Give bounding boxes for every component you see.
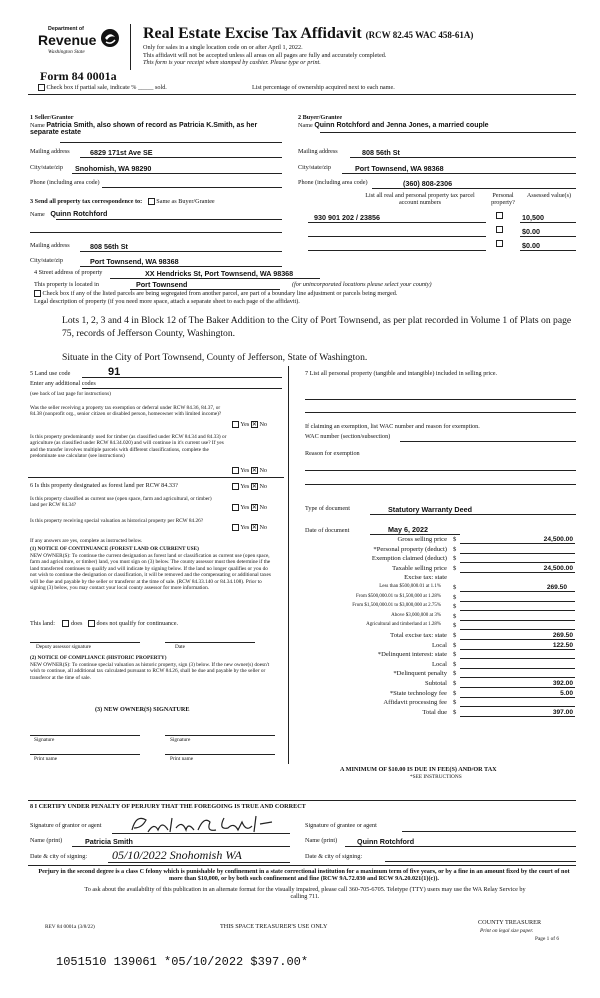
- calc-field[interactable]: [460, 690, 575, 698]
- dollar-sign: $: [453, 536, 457, 543]
- grantor-name-label: Name (print): [30, 837, 63, 844]
- exemption-yes-no[interactable]: Yes ✕ No: [232, 421, 267, 428]
- owner-print-name-label: Print name: [34, 756, 58, 762]
- grantor-date-label: Date & city of signing:: [30, 853, 88, 860]
- owner-signature-label: Signature: [34, 737, 55, 743]
- calc-value: 5.00: [560, 689, 573, 697]
- seller-city-label: City/state/zip: [30, 164, 63, 171]
- form-title: Real Estate Excise Tax Affidavit (RCW 82.45 WAC 458-61A): [143, 25, 474, 42]
- calc-label: Exemption claimed (deduct): [371, 555, 447, 563]
- calc-row: [305, 565, 575, 574]
- calc-label: *Delinquent interest: state: [377, 651, 447, 659]
- calc-row: [305, 574, 575, 583]
- calc-row: [305, 546, 575, 555]
- historic-question: Is this property receiving special valuation as historical property per RCW 84.26?: [30, 518, 204, 524]
- taxpayer-name-field[interactable]: Name Quinn Rotchford: [30, 209, 108, 218]
- dollar-sign: $: [453, 545, 457, 553]
- calc-label: Agricultural and timberland at 1.28%: [366, 622, 441, 628]
- certify-heading: 8 I CERTIFY UNDER PENALTY OF PERJURY THAT THE FOREGOING IS TRUE AND CORRECT: [30, 803, 306, 810]
- dollar-sign: $: [453, 584, 457, 591]
- land-use-label: 5 Land use code: [30, 370, 71, 377]
- personal-property-label: 7 List all personal property (tangible and intangible) included in selling price.: [305, 370, 498, 377]
- calc-label: *Delinquent penalty: [393, 670, 447, 678]
- calc-row: [305, 670, 575, 679]
- doc-date-field[interactable]: May 6, 2022: [388, 525, 428, 534]
- parcel-number[interactable]: 930 901 202 / 23856: [314, 213, 380, 222]
- current-use-yes-no[interactable]: Yes ✕ No: [232, 504, 267, 511]
- parcel-col-numbers: List all real and personal property tax parcel account numbers: [365, 192, 475, 207]
- calc-label: Total due: [422, 708, 447, 716]
- buyer-city-label: City/state/zip: [298, 164, 331, 171]
- doc-date-label: Date of document: [305, 527, 350, 534]
- calc-label: Excise tax: state: [404, 574, 447, 582]
- seller-mailing-label: Mailing address: [30, 148, 70, 155]
- dollar-sign: $: [453, 670, 457, 678]
- new-owner-sig-heading: (3) NEW OWNER(S) SIGNATURE: [95, 706, 190, 713]
- calc-row: [305, 661, 575, 670]
- seller-phone-label: Phone (including area code): [30, 179, 100, 186]
- current-use-question: Is this property classified as current use (open space, farm and agricultural, or timber) land per RCW 84.34?: [30, 496, 212, 509]
- parcel-col-assessed: Assessed value(s): [526, 192, 572, 199]
- grantee-sig-label: Signature of grantee or agent: [305, 822, 377, 829]
- calc-field[interactable]: [460, 613, 575, 621]
- legal-label: Legal description of property (if you need more space, attach a separate sheet to each page of the affidavit).: [34, 298, 300, 305]
- buyer-phone-field[interactable]: (360) 808-2306: [403, 179, 453, 188]
- seller-mailing-field[interactable]: 6829 171st Ave SE: [90, 148, 153, 157]
- availability-notice: To ask about the availability of this publication in an alternate format for the visually impaired, please call 360-705-6705. Teletype (TTY) users may use the WA Relay Service by calling 711.: [84, 886, 526, 901]
- dollar-sign: $: [453, 555, 457, 563]
- calc-row: [305, 699, 575, 708]
- calc-field[interactable]: [460, 661, 575, 669]
- dollar-sign: $: [453, 660, 457, 668]
- calc-value: 269.50: [552, 632, 573, 639]
- doc-type-field[interactable]: Statutory Warranty Deed: [388, 505, 473, 514]
- ownership-note: List percentage of ownership acquired next to each name.: [252, 84, 395, 91]
- parcel-row: [300, 226, 576, 238]
- grantee-name-label: Name (print): [305, 837, 338, 844]
- perjury-notice: Perjury in the second degree is a class C felony which is punishable by confinement in a state correctional institution for a maximum term of five years, or by a fine in an amount fixed by the court of not more than $10,000, or by both such confinement and fine (RCW 9A.72.030 and RCW 9A.20.021(1)(c)).: [38, 868, 570, 883]
- street-field[interactable]: XX Hendricks St, Port Townsend, WA 98368: [145, 269, 294, 278]
- compliance-heading: (2) NOTICE OF COMPLIANCE (HISTORIC PROPERTY): [30, 655, 167, 661]
- county-treasurer: COUNTY TREASURER: [478, 919, 542, 926]
- legal-description-2: Situate in the City of Port Townsend, County of Jefferson, State of Washington.: [62, 352, 368, 363]
- revenue-logo: [38, 26, 124, 64]
- grantor-name-field[interactable]: Patricia Smith: [85, 837, 133, 846]
- calc-row: [305, 555, 575, 564]
- taxpayer-mailing-field[interactable]: 808 56th St: [90, 242, 128, 251]
- calc-label: Local: [431, 641, 447, 649]
- wac-label: WAC number (section/subsection): [305, 433, 391, 440]
- same-as-buyer-checkbox[interactable]: [148, 198, 155, 205]
- calc-row: [305, 632, 575, 641]
- grantor-sig-label: Signature of grantor or agent: [30, 822, 102, 829]
- dollar-sign: $: [453, 612, 457, 620]
- legal-description-1: Lots 1, 2, 3 and 4 in Block 12 of The Baker Addition to the City of Port Townsend, as per plat recorded in Volume 1 of Plats on page 75, records of Jefferson County, Washington.: [62, 315, 572, 339]
- buyer-name-field[interactable]: Name Quinn Rotchford and Jenna Jones, a married couple: [298, 122, 489, 129]
- calc-row: [305, 642, 575, 651]
- calc-label: Subtotal: [425, 680, 447, 687]
- partial-sale-checkbox[interactable]: Check box if partial sale, indicate % _____ sold.: [38, 84, 167, 91]
- reason-label: Reason for exemption: [305, 450, 360, 457]
- doc-type-label: Type of document: [305, 505, 350, 512]
- header-line3: This form is your receipt when stamped by cashier. Please type or print.: [143, 59, 321, 66]
- personal-property-checkbox[interactable]: [496, 240, 503, 247]
- revenue-swirl-icon: [100, 28, 120, 48]
- checkbox-icon: [34, 290, 41, 297]
- dept-line3: Washington State: [48, 49, 85, 55]
- dept-line1: Department of: [48, 26, 84, 32]
- receipt-stamp: 1051510 139061 *05/10/2022 $397.00*: [56, 955, 309, 969]
- calc-value: 269.50: [546, 584, 567, 591]
- located-label: This property is located in: [34, 281, 99, 288]
- dollar-sign: $: [453, 632, 457, 639]
- assessed-value[interactable]: $0.00: [522, 241, 540, 250]
- calc-label: *Personal property (deduct): [373, 545, 447, 553]
- calc-row: [305, 603, 575, 612]
- parcel-col-personal: Personal property?: [491, 192, 515, 207]
- calc-label: Total excise tax: state: [390, 632, 447, 639]
- this-land-choice[interactable]: This land: does does not qualify for continuance.: [30, 620, 179, 627]
- dollar-sign: $: [453, 641, 457, 649]
- timber-yes-no[interactable]: Yes ✕ No: [232, 467, 267, 474]
- taxpayer-city-field[interactable]: Port Townsend, WA 98368: [90, 257, 179, 266]
- calc-field[interactable]: [460, 670, 575, 678]
- calc-label: *State technology fee: [389, 689, 447, 697]
- calc-value: 397.00: [552, 708, 573, 716]
- header-line1: Only for sales in a single location code on or after April 1, 2022.: [143, 44, 303, 51]
- calc-field[interactable]: [460, 622, 575, 630]
- forest-yes-no[interactable]: Yes ✕ No: [232, 483, 267, 490]
- owner-signature-label-2: Signature: [170, 737, 191, 743]
- calc-row: [305, 709, 575, 718]
- deputy-date-label: Date: [175, 644, 185, 650]
- header-line2: This affidavit will not be accepted unless all areas on all pages are fully and accurately completed.: [143, 51, 387, 59]
- assessed-value[interactable]: $0.00: [522, 227, 540, 236]
- buyer-city-field[interactable]: Port Townsend, WA 98368: [355, 164, 444, 173]
- if-yes-note: If any answers are yes, complete as instructed below.: [30, 538, 143, 544]
- see-instructions-note: *SEE INSTRUCTIONS: [410, 774, 462, 780]
- calc-label: Local: [431, 660, 447, 668]
- grantor-date-field[interactable]: 05/10/2022 Snohomish WA: [112, 848, 242, 862]
- parcel-row: [300, 212, 576, 224]
- grantor-signature[interactable]: [128, 812, 278, 838]
- buyer-phone-label: Phone (including area code): [298, 179, 368, 186]
- dept-line2: Revenue: [38, 32, 97, 48]
- forest-question: 6 Is this property designated as forest land per RCW 84.33?: [30, 482, 178, 489]
- calc-field[interactable]: [460, 594, 575, 602]
- legal-paper-note: Print on legal size paper.: [480, 928, 534, 934]
- calc-label: From $500,000.01 to $1,500,000 at 1.28%: [356, 593, 441, 599]
- calc-value: 122.50: [552, 641, 573, 649]
- calc-label: Affidavit processing fee: [383, 699, 447, 707]
- calc-row: [305, 622, 575, 631]
- rev-number: REV 84 0001a (3/8/22): [45, 924, 95, 930]
- located-field[interactable]: Port Townsend: [136, 280, 188, 289]
- parcel-row: [300, 240, 576, 252]
- calc-field[interactable]: [460, 555, 575, 563]
- calc-value: 392.00: [552, 680, 573, 687]
- calc-field[interactable]: [460, 603, 575, 611]
- calc-row: [305, 536, 575, 545]
- timber-question: Is this property predominantly used for timber (as classified under RCW 84.34 and 84.33) or agriculture (as classified under RCW 84.34.020) and will continue in it's current use? If yes and the transfer involves multiple parcels with different classifications, complete the predominate use calculator (see instructions): [30, 434, 227, 460]
- continuance-text: NEW OWNER(S): To continue the current designation as forest land or classification as current use (open space, farm and agriculture, or timber) land, you must sign on (3) below. The county assessor must then determine if the land transferred continues to qualify and will indicate by signing below. If the land no longer qualifies or you do not wish to continue the designation or classification, it will be removed and the compensating or additional taxes will be due and payable by the seller or transferor at the time of sale. (RCW 84.33.140 or 84.34.108). Prior to signing (3) below, you may contact your local county assessor for more information.: [30, 553, 271, 592]
- calc-field[interactable]: [460, 651, 575, 659]
- owner-print-name-label-2: Print name: [170, 756, 194, 762]
- page-number: Page 1 of 6: [535, 936, 559, 942]
- continuance-heading: (1) NOTICE OF CONTINUANCE (FOREST LAND OR CURRENT USE): [30, 546, 199, 552]
- dollar-sign: $: [453, 593, 457, 601]
- land-use-code[interactable]: 91: [108, 366, 121, 378]
- calc-row: [305, 594, 575, 603]
- personal-property-checkbox[interactable]: [496, 212, 503, 219]
- located-note: (for unincorporated locations please select your county): [292, 281, 432, 288]
- calc-value: 24,500.00: [543, 536, 573, 543]
- calc-row: [305, 680, 575, 689]
- street-label: 4 Street address of property: [34, 269, 103, 276]
- grantee-date-label: Date & city of signing:: [305, 853, 363, 860]
- compliance-text: NEW OWNER(S): To continue special valuation as historic property, sign (3) below. If the new owner(s) doesn't wish to continue, all additional tax calculated pursuant to RCW 84.26, shall be due and payable by the seller or transferor at the time of sale.: [30, 662, 270, 681]
- deputy-sig-label: Deputy assessor signature: [36, 644, 92, 650]
- dollar-sign: $: [453, 708, 457, 716]
- buyer-mailing-label: Mailing address: [298, 148, 338, 155]
- dollar-sign: $: [453, 603, 457, 611]
- historic-yes-no[interactable]: Yes ✕ No: [232, 524, 267, 531]
- dollar-sign: $: [453, 564, 457, 572]
- seller-heading: 1 Seller/Grantor: [30, 114, 74, 121]
- calc-label: Above $3,000,000 at 3%: [391, 612, 441, 618]
- segregated-checkbox[interactable]: Check box if any of the listed parcels are being segregated from another parcel, are part of a boundary line adjustment or parcels being merged.: [34, 290, 397, 297]
- calc-row: [305, 584, 575, 593]
- dollar-sign: $: [453, 699, 457, 707]
- taxpayer-heading: 3 Send all property tax correspondence to: Same as Buyer/Grantee: [30, 198, 215, 205]
- calc-row: [305, 651, 575, 660]
- calc-label: Less than $500,000.01 at 1.1%: [379, 584, 441, 589]
- treasurer-use: THIS SPACE TREASURER'S USE ONLY: [220, 923, 328, 930]
- grantee-name-field[interactable]: Quinn Rotchford: [357, 837, 415, 846]
- checkbox-icon: [38, 84, 45, 91]
- additional-codes-label: Enter any additional codes: [30, 380, 96, 387]
- taxpayer-city-label: City/state/zip: [30, 257, 63, 264]
- buyer-heading: 2 Buyer/Grantee: [298, 114, 343, 121]
- calc-field[interactable]: [460, 699, 575, 707]
- personal-property-checkbox[interactable]: [496, 226, 503, 233]
- dollar-sign: $: [453, 651, 457, 659]
- taxpayer-mailing-label: Mailing address: [30, 242, 70, 249]
- exemption-claim-label: If claiming an exemption, list WAC number and reason for exemption.: [305, 423, 480, 430]
- calc-label: Gross selling price: [397, 536, 447, 543]
- calc-label: Taxable selling price: [392, 564, 447, 572]
- minimum-note: A MINIMUM OF $10.00 IS DUE IN FEE(S) AND/OR TAX: [340, 766, 497, 773]
- calc-field[interactable]: [460, 546, 575, 554]
- calc-value: 24,500.00: [543, 564, 573, 572]
- calc-row: [305, 613, 575, 622]
- dollar-sign: $: [453, 680, 457, 687]
- exemption-question: Was the seller receiving a property tax exemption or deferral under RCW 84.36, 84.37, or 84.38 (nonprofit org., senior citizen or disabled person, homeowner with limited income)?: [30, 405, 222, 418]
- assessed-value[interactable]: 10,500: [522, 213, 544, 222]
- seller-name-field[interactable]: Name Patricia Smith, also shown of record as Patricia K.Smith, as her separate estate: [30, 122, 258, 137]
- calc-label: From $1,500,000.01 to $3,000,000 at 2.75%: [352, 603, 441, 609]
- seller-city-field[interactable]: Snohomish, WA 98290: [75, 164, 152, 173]
- calc-row: [305, 690, 575, 699]
- dollar-sign: $: [453, 689, 457, 697]
- dollar-sign: $: [453, 622, 457, 630]
- see-back-note: (see back of last page for instructions): [30, 391, 111, 397]
- buyer-mailing-field[interactable]: 808 56th St: [362, 148, 400, 157]
- form-number: Form 84 0001a: [40, 69, 117, 83]
